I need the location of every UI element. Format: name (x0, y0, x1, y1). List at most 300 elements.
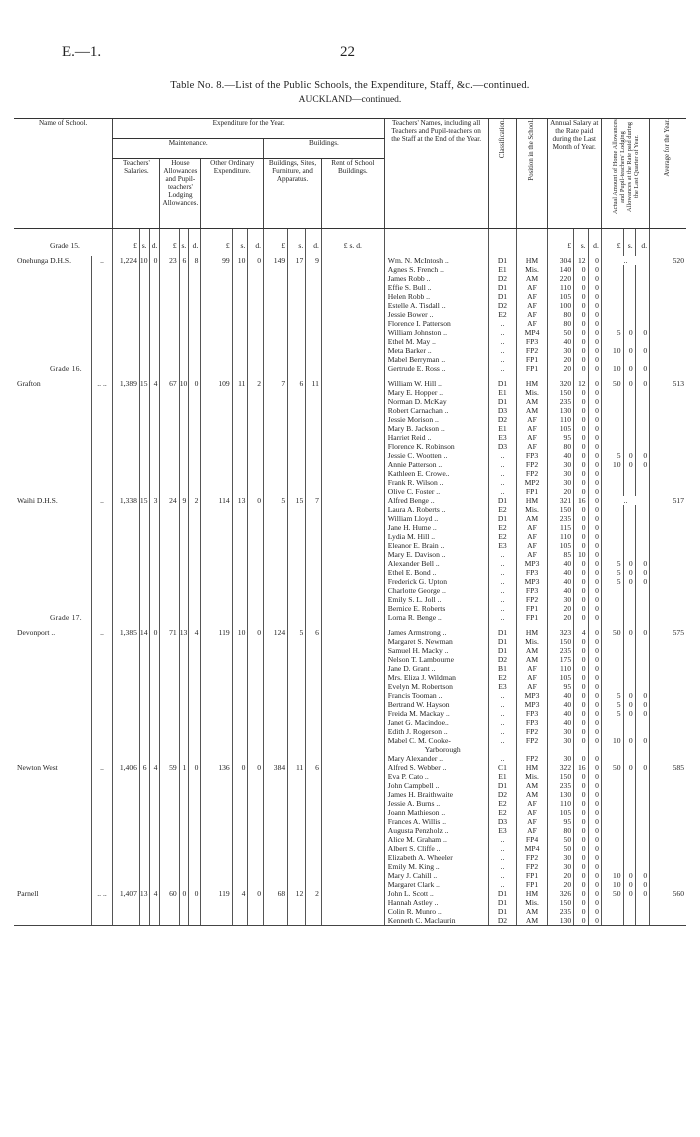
teacher-row (14, 292, 686, 301)
house-pounds (160, 808, 179, 817)
teacher-row (14, 790, 686, 799)
annual-pounds: 20 (547, 355, 574, 364)
classification (488, 745, 517, 754)
sites-pounds: 68 (264, 889, 288, 898)
salaries-pence (149, 487, 160, 496)
house-shillings (179, 505, 189, 514)
rent (321, 700, 384, 709)
teacher-row (14, 337, 686, 346)
annual-shillings: 0 (574, 532, 588, 541)
other-pence (248, 406, 264, 415)
teacher-name: Jane H. Hume .. (384, 523, 488, 532)
other-pence (248, 568, 264, 577)
annual-pounds: 304 (547, 256, 574, 265)
salaries-shillings (139, 817, 149, 826)
allowance-shillings: 0 (623, 880, 635, 889)
annual-pence: 0 (588, 433, 601, 442)
sites-pounds (264, 355, 288, 364)
house-pence (189, 709, 201, 718)
average-attendance (650, 514, 686, 523)
classification: .. (488, 613, 517, 622)
position: FP1 (517, 880, 547, 889)
allowance-pence: 0 (635, 559, 650, 568)
rent (321, 355, 384, 364)
house-unit-d: d. (189, 229, 201, 257)
school-row (14, 763, 686, 772)
salaries-shillings: 6 (139, 763, 149, 772)
classification: D3 (488, 817, 517, 826)
position: FP3 (517, 337, 547, 346)
school-name (14, 460, 91, 469)
annual-pence: 0 (588, 916, 601, 926)
house-pence (189, 505, 201, 514)
salaries-pence (149, 586, 160, 595)
teacher-row (14, 451, 686, 460)
allowance-pence: 0 (635, 871, 650, 880)
salaries-shillings (139, 826, 149, 835)
teacher-row (14, 646, 686, 655)
sites-pounds (264, 754, 288, 763)
classification: .. (488, 862, 517, 871)
sites-pence (306, 355, 322, 364)
col-other-expenditure: Other Ordinary Expenditure. (201, 159, 264, 229)
sites-shillings (288, 691, 306, 700)
school-dots (91, 460, 113, 469)
annual-shillings: 0 (574, 319, 588, 328)
other-pounds (201, 673, 232, 682)
salaries-shillings (139, 646, 149, 655)
classification: D2 (488, 415, 517, 424)
teacher-name: Evelyn M. Robertson (384, 682, 488, 691)
teacher-name: James H. Braithwaite (384, 790, 488, 799)
position: FP1 (517, 487, 547, 496)
teacher-row (14, 898, 686, 907)
allowance-shillings: 0 (623, 568, 635, 577)
salaries-shillings (139, 844, 149, 853)
house-shillings (179, 532, 189, 541)
salaries-pounds (113, 781, 140, 790)
average-attendance (650, 292, 686, 301)
school-name (14, 388, 91, 397)
sites-shillings (288, 310, 306, 319)
sites-pence: 6 (306, 628, 322, 637)
allowance-pounds (601, 274, 623, 283)
salaries-shillings (139, 337, 149, 346)
school-name (14, 328, 91, 337)
teacher-row (14, 907, 686, 916)
average-attendance (650, 880, 686, 889)
salaries-shillings (139, 754, 149, 763)
house-shillings (179, 274, 189, 283)
allowance-pounds: 5 (601, 568, 623, 577)
average-attendance (650, 355, 686, 364)
school-dots: .. (91, 628, 113, 637)
annual-pence: 0 (588, 388, 601, 397)
salaries-pence (149, 844, 160, 853)
other-shillings (232, 682, 248, 691)
school-name (14, 727, 91, 736)
other-pounds (201, 862, 232, 871)
salaries-shillings (139, 523, 149, 532)
position (517, 745, 547, 754)
teacher-name: Estelle A. Tisdall .. (384, 301, 488, 310)
allowance-pounds (601, 397, 623, 406)
allowance-pence (635, 595, 650, 604)
annual-pounds: 175 (547, 655, 574, 664)
position: FP2 (517, 346, 547, 355)
other-shillings (232, 301, 248, 310)
sites-pence (306, 328, 322, 337)
salaries-shillings (139, 559, 149, 568)
allowance-pence (635, 514, 650, 523)
teacher-name: Eleanor E. Brain .. (384, 541, 488, 550)
annual-pence: 0 (588, 487, 601, 496)
school-name (14, 745, 91, 754)
house-pounds (160, 637, 179, 646)
sites-pence (306, 550, 322, 559)
allowance-pounds (601, 478, 623, 487)
house-pounds (160, 709, 179, 718)
house-pounds (160, 673, 179, 682)
average-attendance (650, 862, 686, 871)
allowance-pence (635, 541, 650, 550)
house-shillings (179, 523, 189, 532)
rent (321, 265, 384, 274)
house-shillings (179, 799, 189, 808)
annual-pounds: 95 (547, 682, 574, 691)
average-attendance (650, 853, 686, 862)
allowance-pounds (601, 781, 623, 790)
salaries-pence (149, 664, 160, 673)
allowance-pence (635, 265, 650, 274)
house-pounds (160, 424, 179, 433)
position: AF (517, 283, 547, 292)
position: AF (517, 442, 547, 451)
other-pence (248, 514, 264, 523)
house-pounds (160, 568, 179, 577)
annual-shillings: 0 (574, 274, 588, 283)
salaries-shillings (139, 550, 149, 559)
allowance-pence: 0 (635, 379, 650, 388)
salaries-pence (149, 355, 160, 364)
average-attendance (650, 646, 686, 655)
school-name (14, 292, 91, 301)
house-shillings (179, 682, 189, 691)
average-attendance (650, 691, 686, 700)
school-dots (91, 790, 113, 799)
teacher-row (14, 397, 686, 406)
salaries-pounds (113, 292, 140, 301)
annual-shillings: 0 (574, 460, 588, 469)
annual-pounds: 321 (547, 496, 574, 505)
salaries-shillings (139, 451, 149, 460)
other-pence (248, 346, 264, 355)
annual-pounds: 40 (547, 691, 574, 700)
house-pence (189, 817, 201, 826)
school-name: Parnell (17, 889, 39, 898)
salaries-shillings (139, 424, 149, 433)
other-shillings (232, 346, 248, 355)
position: FP1 (517, 364, 547, 373)
school-dots (91, 745, 113, 754)
sites-pence (306, 781, 322, 790)
other-shillings: 13 (232, 496, 248, 505)
rent (321, 718, 384, 727)
average-attendance (650, 460, 686, 469)
other-pounds (201, 433, 232, 442)
other-shillings (232, 541, 248, 550)
sites-pence (306, 646, 322, 655)
other-pence (248, 292, 264, 301)
other-shillings (232, 808, 248, 817)
allowance-pounds: 5 (601, 577, 623, 586)
salaries-pence (149, 301, 160, 310)
house-shillings (179, 790, 189, 799)
classification: E3 (488, 682, 517, 691)
allowance-shillings (623, 550, 635, 559)
other-pounds (201, 355, 232, 364)
average-attendance: 575 (650, 628, 686, 637)
salaries-shillings (139, 355, 149, 364)
annual-shillings: 0 (574, 736, 588, 745)
other-shillings (232, 451, 248, 460)
sites-pence (306, 415, 322, 424)
salaries-pence (149, 646, 160, 655)
other-pounds (201, 568, 232, 577)
other-pence: 0 (248, 889, 264, 898)
school-name (14, 532, 91, 541)
salaries-pounds (113, 718, 140, 727)
school-name (14, 514, 91, 523)
rent (321, 577, 384, 586)
house-pence (189, 745, 201, 754)
house-pence (189, 541, 201, 550)
salaries-pounds (113, 646, 140, 655)
allowance-pounds (601, 442, 623, 451)
other-pence (248, 586, 264, 595)
table-title: Table No. 8.—List of the Public Schools, the Expenditure, Staff, &c.—continued. (170, 80, 530, 91)
allowance-pounds (601, 283, 623, 292)
school-dots (91, 736, 113, 745)
salaries-pence (149, 754, 160, 763)
other-pence (248, 646, 264, 655)
other-pence (248, 604, 264, 613)
school-name (14, 781, 91, 790)
other-pounds (201, 514, 232, 523)
other-pence (248, 673, 264, 682)
col-classification: Classification. (488, 119, 517, 229)
teacher-name: Norman D. McKay (384, 397, 488, 406)
sites-pence (306, 397, 322, 406)
sites-pounds (264, 637, 288, 646)
house-pounds (160, 880, 179, 889)
house-pence (189, 451, 201, 460)
classification: E2 (488, 799, 517, 808)
sites-pounds (264, 673, 288, 682)
house-shillings (179, 727, 189, 736)
house-pounds (160, 346, 179, 355)
house-shillings (179, 709, 189, 718)
other-pence (248, 460, 264, 469)
house-pence (189, 442, 201, 451)
salaries-shillings (139, 274, 149, 283)
allowance-shillings: 0 (623, 709, 635, 718)
sites-shillings (288, 745, 306, 754)
allowance-pounds: 5 (601, 691, 623, 700)
other-shillings (232, 835, 248, 844)
pos-blank (517, 229, 547, 257)
annual-pence: 0 (588, 265, 601, 274)
allowance-pence (635, 397, 650, 406)
teacher-row (14, 613, 686, 622)
average-attendance (650, 397, 686, 406)
teacher-row (14, 532, 686, 541)
other-shillings (232, 754, 248, 763)
teacher-name: Gertrude E. Ross .. (384, 364, 488, 373)
house-pounds (160, 691, 179, 700)
allowance-pence (635, 637, 650, 646)
classification: E3 (488, 541, 517, 550)
teacher-name: Samuel H. Macky .. (384, 646, 488, 655)
salaries-pence (149, 328, 160, 337)
school-name: Onehunga D.H.S. (17, 256, 71, 265)
house-pence (189, 433, 201, 442)
allowance-pounds (601, 727, 623, 736)
salaries-pence (149, 283, 160, 292)
other-pounds (201, 346, 232, 355)
other-pence (248, 835, 264, 844)
house-pounds (160, 274, 179, 283)
rent (321, 880, 384, 889)
sites-shillings (288, 700, 306, 709)
annual-shillings: 0 (574, 292, 588, 301)
allowance-pence (635, 424, 650, 433)
sites-pence (306, 514, 322, 523)
teacher-name: Ethel E. Bond .. (384, 568, 488, 577)
annual-pounds: 40 (547, 709, 574, 718)
house-shillings (179, 451, 189, 460)
other-pence (248, 415, 264, 424)
sites-pounds (264, 817, 288, 826)
allowance-pounds: 5 (601, 709, 623, 718)
sites-shillings: 6 (288, 379, 306, 388)
school-dots (91, 424, 113, 433)
salaries-pounds (113, 274, 140, 283)
school-name: Devonport .. (17, 628, 56, 637)
school-name (14, 673, 91, 682)
house-pounds (160, 559, 179, 568)
sites-shillings (288, 514, 306, 523)
average-attendance (650, 388, 686, 397)
school-name (14, 826, 91, 835)
sites-pounds (264, 595, 288, 604)
allowance-pounds: 5 (601, 451, 623, 460)
annual-shillings: 0 (574, 673, 588, 682)
school-name (14, 406, 91, 415)
house-pounds (160, 907, 179, 916)
allowance-pounds (601, 664, 623, 673)
annual-shillings: 0 (574, 799, 588, 808)
salaries-pence (149, 415, 160, 424)
house-pounds (160, 415, 179, 424)
annual-pence: 0 (588, 646, 601, 655)
teacher-row (14, 637, 686, 646)
average-attendance (650, 916, 686, 926)
classification: .. (488, 709, 517, 718)
other-pence (248, 442, 264, 451)
sites-pounds (264, 451, 288, 460)
classification: .. (488, 319, 517, 328)
sites-shillings (288, 871, 306, 880)
annual-pounds: 30 (547, 862, 574, 871)
teacher-name: Helen Robb .. (384, 292, 488, 301)
sites-pence (306, 700, 322, 709)
teacher-row (14, 424, 686, 433)
annual-pence: 0 (588, 826, 601, 835)
allowance-pence: 0 (635, 577, 650, 586)
position: Mis. (517, 637, 547, 646)
sites-shillings (288, 487, 306, 496)
rent (321, 397, 384, 406)
allowance-pounds (601, 862, 623, 871)
sites-pence (306, 907, 322, 916)
allowance-pence (635, 682, 650, 691)
sites-pounds (264, 487, 288, 496)
school-dots (91, 844, 113, 853)
other-shillings (232, 880, 248, 889)
sites-shillings (288, 604, 306, 613)
classification: .. (488, 853, 517, 862)
other-shillings (232, 664, 248, 673)
annual-shillings: 0 (574, 301, 588, 310)
allowance-pounds (601, 595, 623, 604)
position: FP2 (517, 736, 547, 745)
allowance-shillings (623, 682, 635, 691)
allowance-pence (635, 613, 650, 622)
house-pounds (160, 862, 179, 871)
annual-pounds: 40 (547, 586, 574, 595)
annual-pounds: 100 (547, 301, 574, 310)
teacher-row (14, 691, 686, 700)
salaries-pounds (113, 310, 140, 319)
annual-pence: 0 (588, 415, 601, 424)
allowance-shillings (623, 772, 635, 781)
house-shillings (179, 862, 189, 871)
annual-shillings: 0 (574, 364, 588, 373)
salaries-pounds (113, 523, 140, 532)
salaries-pounds (113, 451, 140, 460)
classification: E2 (488, 673, 517, 682)
house-pence (189, 682, 201, 691)
other-shillings (232, 478, 248, 487)
house-pounds (160, 835, 179, 844)
annual-shillings: 0 (574, 682, 588, 691)
classification: D1 (488, 628, 517, 637)
allowance-shillings (623, 433, 635, 442)
house-pounds: 59 (160, 763, 179, 772)
school-row (14, 379, 686, 388)
position: MP3 (517, 691, 547, 700)
sites-pence (306, 406, 322, 415)
school-name (14, 283, 91, 292)
average-attendance (650, 781, 686, 790)
salaries-pounds (113, 826, 140, 835)
rent (321, 550, 384, 559)
allowance-pence (635, 355, 650, 364)
annual-pounds: 30 (547, 853, 574, 862)
sites-shillings (288, 613, 306, 622)
position: FP1 (517, 355, 547, 364)
